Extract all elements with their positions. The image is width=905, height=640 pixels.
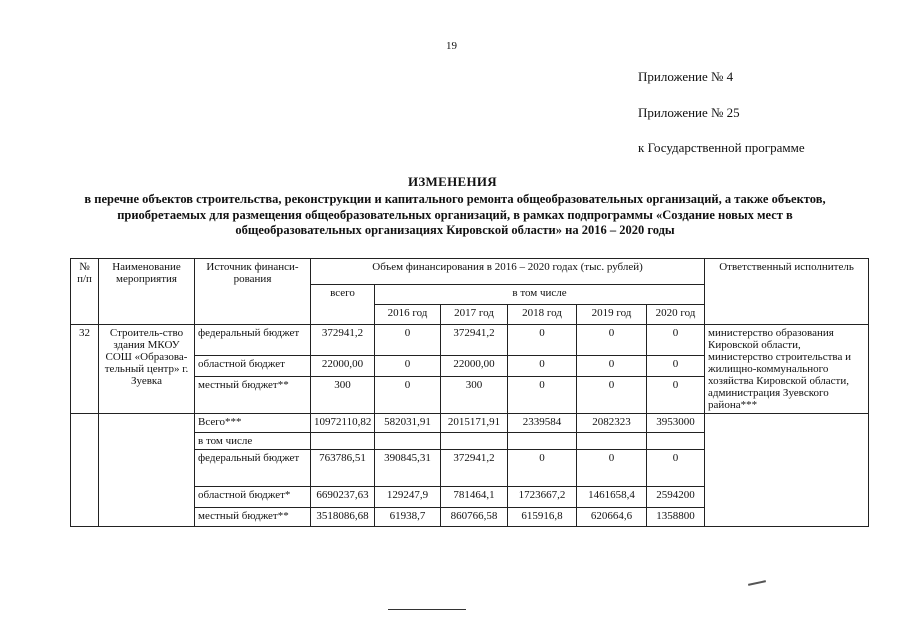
total-cell: 6690237,63 [311, 487, 375, 508]
header-volume: Объем финансирования в 2016 – 2020 годах (тыс. рублей) [311, 259, 705, 285]
value-cell: 3953000 [647, 414, 705, 433]
source-cell: местный бюджет** [195, 377, 311, 414]
value-cell: 0 [647, 450, 705, 487]
footnote-divider [388, 609, 466, 610]
value-cell: 0 [647, 356, 705, 377]
value-cell: 0 [375, 325, 441, 356]
value-cell: 0 [508, 377, 577, 414]
value-cell: 1723667,2 [508, 487, 577, 508]
value-cell: 781464,1 [441, 487, 508, 508]
including-label: в том числе [195, 433, 311, 450]
empty-cell [311, 433, 375, 450]
appendix-line-2: Приложение № 25 [638, 105, 740, 120]
value-cell: 0 [577, 450, 647, 487]
header-year-2019: 2019 год [577, 305, 647, 325]
table-row [71, 325, 869, 356]
header-source: Источник финанси-рования [195, 259, 311, 325]
value-cell: 0 [508, 450, 577, 487]
appendix-line-3: к Государственной программе [638, 140, 805, 155]
header-year-2018: 2018 год [508, 305, 577, 325]
total-cell: 763786,51 [311, 450, 375, 487]
value-cell: 2594200 [647, 487, 705, 508]
document-subtitle: в перечне объектов строительства, реконструкции и капитального ремонта общеобразовательных организаций, а также объектов, приобретаемых для размещения общеобразовательных организаций, в рамках подпрограммы «Создание новых мест в общеобразовательных организациях Кировской области» на 2016 – 2020 годы [84, 192, 826, 237]
value-cell: 0 [577, 377, 647, 414]
value-cell: 0 [647, 325, 705, 356]
empty-cell [577, 433, 647, 450]
page-number: 19 [446, 40, 457, 52]
source-cell: федеральный бюджет [195, 325, 311, 356]
value-cell: 0 [508, 325, 577, 356]
empty-cell [375, 433, 441, 450]
empty-cell [71, 414, 99, 527]
header-year-2016: 2016 год [375, 305, 441, 325]
total-cell: 300 [311, 377, 375, 414]
item-name: Строитель-ство здания МКОУ СОШ «Образова-тельный центр» г. Зуевка [99, 325, 195, 414]
value-cell: 2015171,91 [441, 414, 508, 433]
total-cell: 372941,2 [311, 325, 375, 356]
source-cell: Всего*** [195, 414, 311, 433]
header-including: в том числе [375, 285, 705, 305]
source-cell: федеральный бюджет [195, 450, 311, 487]
value-cell: 582031,91 [375, 414, 441, 433]
header-name: Наименование мероприятия [99, 259, 195, 325]
value-cell: 0 [577, 356, 647, 377]
empty-cell [508, 433, 577, 450]
item-num: 32 [71, 325, 99, 414]
value-cell: 860766,58 [441, 508, 508, 527]
value-cell: 1358800 [647, 508, 705, 527]
value-cell: 372941,2 [441, 325, 508, 356]
header-executor: Ответственный исполнитель [705, 259, 869, 325]
value-cell: 2339584 [508, 414, 577, 433]
source-cell: областной бюджет [195, 356, 311, 377]
header-num: № п/п [71, 259, 99, 325]
source-cell: местный бюджет** [195, 508, 311, 527]
value-cell: 620664,6 [577, 508, 647, 527]
value-cell: 372941,2 [441, 450, 508, 487]
document-title: ИЗМЕНЕНИЯ [407, 174, 497, 189]
value-cell: 2082323 [577, 414, 647, 433]
item-executor: министерство образования Кировской области, министерство строительства и жилищно-коммунального хозяйства Кировской области, администрация Зуевского района*** [705, 325, 869, 414]
header-year-2017: 2017 год [441, 305, 508, 325]
empty-cell [705, 414, 869, 527]
empty-cell [99, 414, 195, 527]
value-cell: 61938,7 [375, 508, 441, 527]
value-cell: 615916,8 [508, 508, 577, 527]
header-year-2020: 2020 год [647, 305, 705, 325]
value-cell: 22000,00 [441, 356, 508, 377]
table-row-total [71, 414, 869, 433]
value-cell: 0 [375, 356, 441, 377]
empty-cell [647, 433, 705, 450]
financing-table [70, 258, 869, 527]
empty-cell [441, 433, 508, 450]
value-cell: 0 [375, 377, 441, 414]
total-cell: 3518086,68 [311, 508, 375, 527]
value-cell: 390845,31 [375, 450, 441, 487]
appendix-line-1: Приложение № 4 [638, 69, 734, 84]
total-cell: 22000,00 [311, 356, 375, 377]
value-cell: 0 [508, 356, 577, 377]
source-cell: областной бюджет* [195, 487, 311, 508]
value-cell: 0 [647, 377, 705, 414]
header-total: всего [311, 285, 375, 325]
value-cell: 129247,9 [375, 487, 441, 508]
total-cell: 10972110,82 [311, 414, 375, 433]
value-cell: 0 [577, 325, 647, 356]
value-cell: 300 [441, 377, 508, 414]
value-cell: 1461658,4 [577, 487, 647, 508]
ink-mark [748, 580, 766, 586]
